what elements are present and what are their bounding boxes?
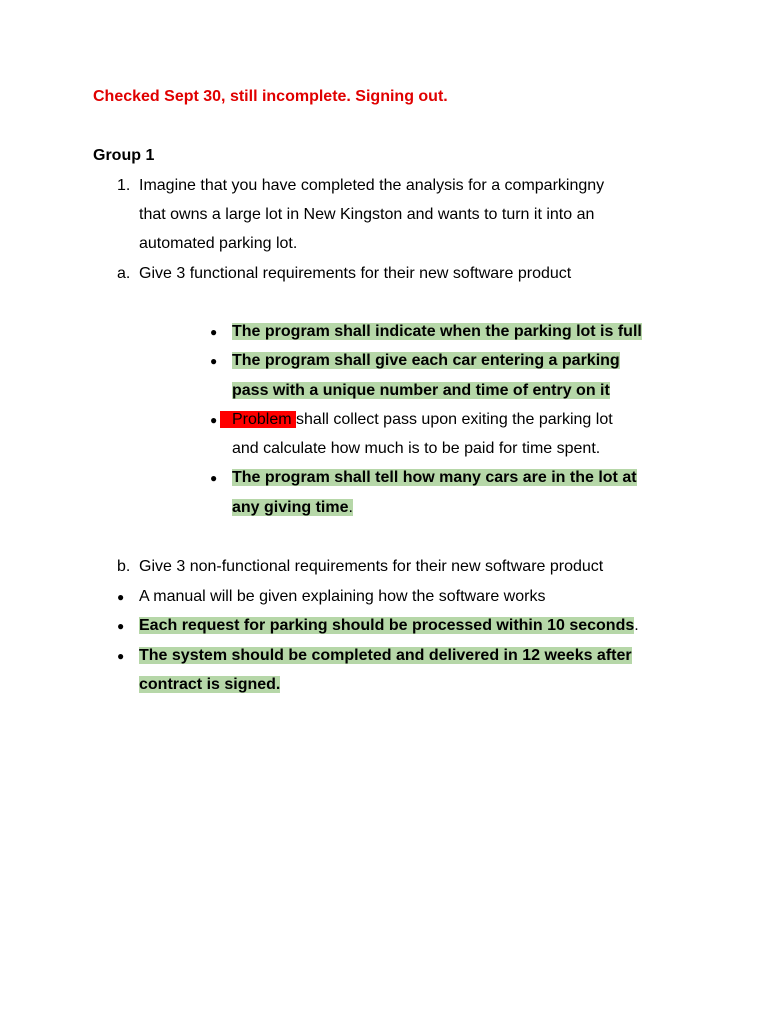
group-heading: Group 1: [93, 147, 155, 164]
review-note: Checked Sept 30, still incomplete. Signing out.: [93, 88, 448, 105]
part-b-prompt: Give 3 non-functional requirements for their new software product: [139, 558, 604, 575]
bullet-icon: ●: [117, 619, 125, 633]
bullet-icon: ●: [210, 471, 218, 485]
functional-req-3-line-1: Problem shall collect pass upon exiting the parking lot: [220, 409, 613, 431]
question-line-1: Imagine that you have completed the analysis for a comparkingny: [139, 177, 605, 194]
functional-req-2-line-2: pass with a unique number and time of entry on it: [232, 382, 610, 399]
nonfunctional-req-2: Each request for parking should be processed within 10 seconds.: [139, 617, 639, 634]
part-b-label: b.: [117, 558, 131, 575]
part-a-prompt: Give 3 functional requirements for their new software product: [139, 265, 572, 282]
nonfunctional-req-1: A manual will be given explaining how the software works: [139, 588, 546, 605]
bullet-icon: ●: [210, 413, 218, 427]
bullet-icon: ●: [117, 649, 125, 663]
part-a-label: a.: [117, 265, 131, 282]
functional-req-4-line-1: The program shall tell how many cars are in the lot at: [232, 469, 637, 486]
functional-req-1: The program shall indicate when the parking lot is full: [232, 323, 642, 340]
bullet-icon: ●: [117, 590, 125, 604]
bullet-icon: ●: [210, 325, 218, 339]
functional-req-4-line-2: any giving time.: [232, 499, 353, 516]
functional-req-3-line-2: and calculate how much is to be paid for time spent.: [232, 440, 601, 457]
problem-flag: Problem: [220, 411, 296, 428]
nonfunctional-req-3-line-2: contract is signed.: [139, 676, 281, 693]
question-number: 1.: [117, 177, 131, 194]
bullet-icon: ●: [210, 354, 218, 368]
nonfunctional-req-3-line-1: The system should be completed and delivered in 12 weeks after: [139, 647, 632, 664]
question-line-2: that owns a large lot in New Kingston and wants to turn it into an: [139, 206, 595, 223]
question-line-3: automated parking lot.: [139, 235, 298, 252]
functional-req-2-line-1: The program shall give each car entering a parking: [232, 352, 620, 369]
